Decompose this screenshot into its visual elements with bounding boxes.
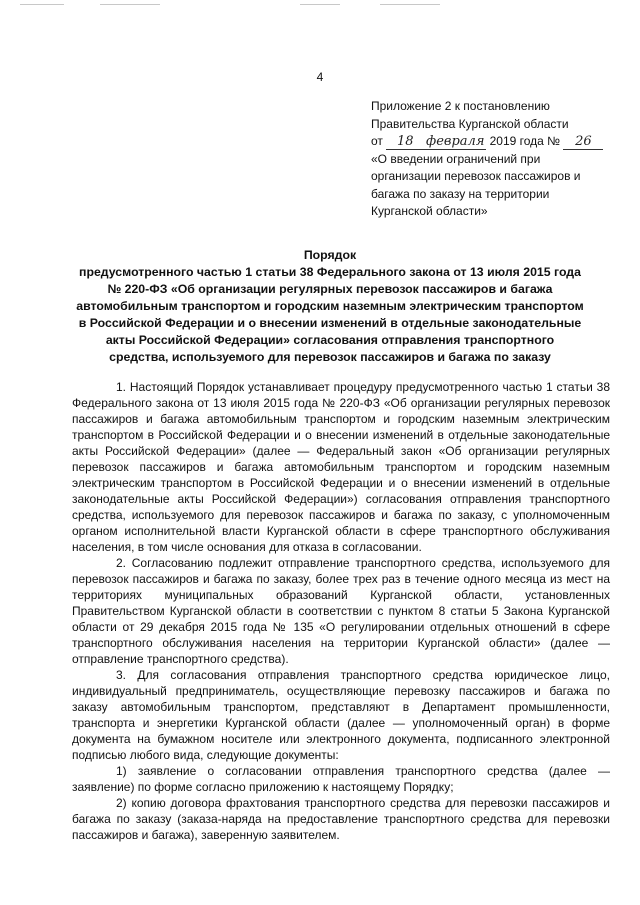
scan-artifact-line [380,4,440,5]
handwritten-number: 26 [563,135,603,150]
appendix-subject-line: организации перевозок пассажиров и [371,169,581,183]
title-heading: Порядок [303,248,357,262]
appendix-subject-line: Курганской области» [371,204,488,218]
appendix-header [371,98,616,221]
appendix-line: Приложение 2 к постановлению [371,99,550,113]
handwritten-day: 18 [386,135,424,150]
handwritten-month: февраля [426,134,485,149]
appendix-line: Правительства Курганской области [371,116,569,131]
document-title [60,247,600,366]
date-year: 2019 года № [489,134,561,148]
title-line: в Российской Федерации и о внесении изменений в отдельные законодательные [78,316,582,330]
title-line: № 220-ФЗ «Об организации регулярных перевозок пассажиров и багажа [107,282,553,296]
title-line: автомобильным транспортом и городским наземным электрическим транспортом [76,299,584,313]
scan-artifact-line [100,4,160,5]
appendix-subject-line: «О введении ограничений при [371,151,541,166]
page-number: 4 [316,70,324,84]
paragraph-2: 2. Согласованию подлежит отправление транспортного средства, используемого для перевозок пассажиров и багажа по заказу, более трех раз в течение одного месяца из мест на территориях муниципальных образований Курганской области, установленных Правительством Курганской области в соответствии с пунктом 8 статьи 5 Закона Курганской области от 29 декабря 2015 года № 135 «О регулировании отдельных отношений в сфере транспортного обслуживания населения на территории Курганской области» (далее — отправление транспортного средства). [72,556,610,666]
appendix-subject-line: багажа по заказу на территории [371,186,550,201]
title-line: средства, используемого для перевозок пассажиров и багажа по заказу [109,350,551,364]
scan-artifact-line [300,4,340,5]
title-line: акты Российской Федерации» согласования отправления транспортного [105,333,555,347]
paragraph-3: 3. Для согласования отправления транспортного средства юридическое лицо, индивидуальный предприниматель, осуществляющие перевозку пассажиров и багажа по заказу автомобильным транспортом, представляют в Департамент промышленности, транспорта и энергетики Курганской области (далее — уполномоченный орган) в форме документа на бумажном носителе или электронного документа, подписанного электронной подписью любого вида, следующие документы: [72,668,610,762]
scan-artifact-line [20,4,64,5]
title-line: предусмотренного частью 1 статьи 38 Федерального закона от 13 июля 2015 года [79,265,581,279]
document-body [72,379,610,843]
date-prefix: от [371,134,383,148]
paragraph-1: 1. Настоящий Порядок устанавливает процедуру предусмотренного частью 1 статьи 38 Федерального закона от 13 июля 2015 года № 220-ФЗ «Об организации регулярных перевозок пассажиров и багажа автомобильным транспортом и городским наземным электрическим транспортом в Российской Федерации и о внесении изменений в отдельные законодательные акты Российской Федерации» (далее — Федеральный закон «Об организации регулярных перевозок пассажиров и багажа автомобильным транспортом и городским наземным электрическим транспортом в Российской Федерации и о внесении изменений в отдельные законодательные акты Российской Федерации») согласования отправления транспортного средства, используемого для перевозок пассажиров и багажа по заказу, с уполномоченным органом исполнительной власти Курганской области в сфере транспортного обслуживания населения, в том числе основания для отказа в согласовании. [72,380,610,554]
paragraph-3-item-1: 1) заявление о согласовании отправления транспортного средства (далее — заявление) по форме согласно приложению к настоящему Порядку; [72,764,610,794]
appendix-date-line [371,133,616,151]
paragraph-3-item-2: 2) копию договора фрахтования транспортного средства для перевозки пассажиров и багажа по заказу (заказа-наряда на предоставление транспортного средства для перевозки пассажиров и багажа), заверенную заявителем. [72,796,610,842]
